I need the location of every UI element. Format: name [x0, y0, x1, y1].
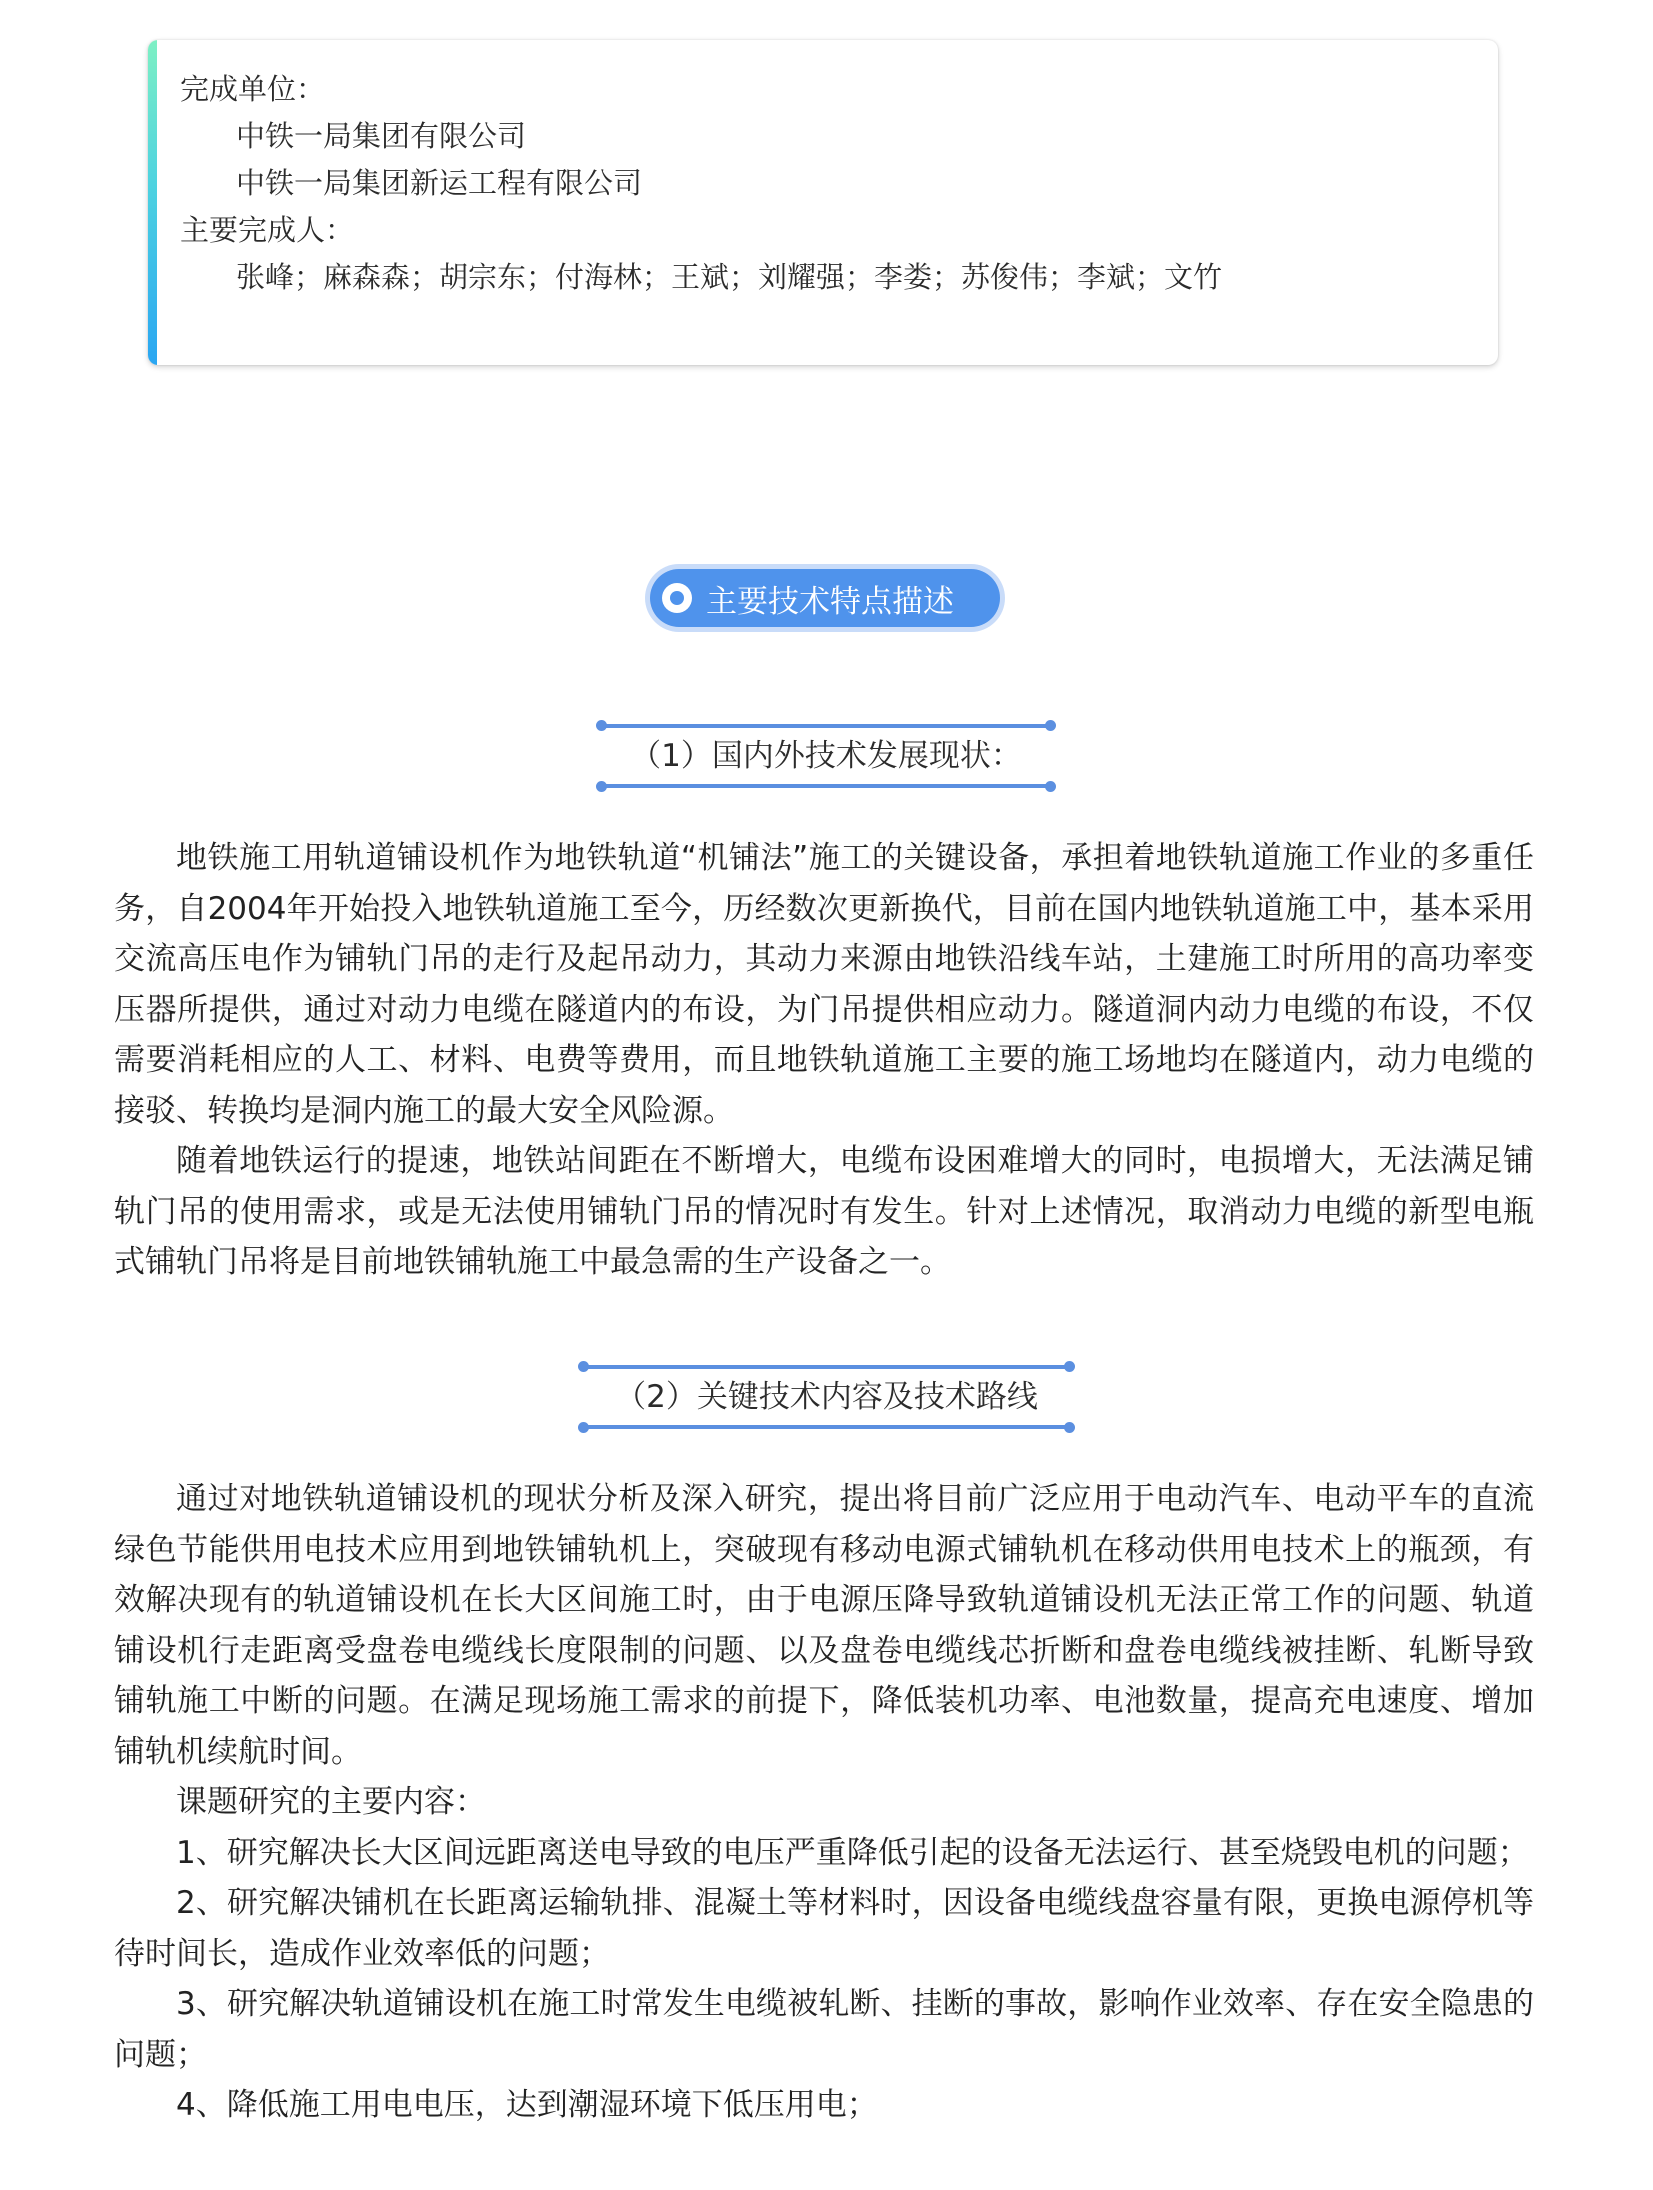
section-banner [650, 569, 1000, 627]
header-rule-top [586, 1365, 1067, 1369]
main-contributors-list: 张峰；麻森森；胡宗东；付海林；王斌；刘耀强；李娄；苏俊伟；李斌；文竹 [236, 260, 1223, 294]
rule-dot [596, 781, 607, 792]
rule-dot [1064, 1422, 1075, 1433]
list-item: 3、研究解决轨道铺设机在施工时常发生电缆被轧断、挂断的事故，影响作业效率、存在安全隐患的问题； [114, 1986, 1534, 2073]
section-banner-title: 主要技术特点描述 [706, 583, 954, 620]
subsection-1-title: （1）国内外技术发展现状： [630, 738, 1022, 774]
subsection-1-header [596, 716, 1056, 796]
rule-dot [1045, 720, 1056, 731]
rule-dot [578, 1422, 589, 1433]
subsection-2-header [578, 1357, 1075, 1437]
paragraph: 通过对地铁轨道铺设机的现状分析及深入研究，提出将目前广泛应用于电动汽车、电动平车的直流绿色节能供用电技术应用到地铁铺轨机上，突破现有移动电源式铺轨机在移动供用电技术上的瓶颈，有效解决现有的轨道铺设机在长大区间施工时，由于电源压降导致轨道铺设机无法正常工作的问题、轨道铺设机行走距离受盘卷电缆线长度限制的问题、以及盘卷电缆线芯折断和盘卷电缆线被挂断、轧断导致铺轨施工中断的问题。在满足现场施工需求的前提下，降低装机功率、电池数量，提高充电速度、增加铺轨机续航时间。 [114, 1481, 1534, 1770]
completion-unit-1: 中铁一局集团有限公司 [236, 119, 527, 153]
header-rule-bottom [604, 784, 1048, 788]
header-rule-bottom [586, 1425, 1067, 1429]
paragraph: 地铁施工用轨道铺设机作为地铁轨道“机铺法”施工的关键设备，承担着地铁轨道施工作业的多重任务，自2004年开始投入地铁轨道施工至今，历经数次更新换代，目前在国内地铁轨道施工中，基本采用交流高压电作为铺轨门吊的走行及起吊动力，其动力来源由地铁沿线车站，土建施工时所用的高功率变压器所提供，通过对动力电缆在隧道内的布设，为门吊提供相应动力。隧道洞内动力电缆的布设，不仅需要消耗相应的人工、材料、电费等费用，而且地铁轨道施工主要的施工场地均在隧道内，动力电缆的接驳、转换均是洞内施工的最大安全风险源。 [114, 840, 1534, 1129]
header-rule-top [604, 724, 1048, 728]
rule-dot [596, 720, 607, 731]
completion-info-card [148, 40, 1498, 365]
rule-dot [1045, 781, 1056, 792]
list-item: 2、研究解决铺机在长距离运输轨排、混凝土等材料时，因设备电缆线盘容量有限，更换电源停机等待时间长，造成作业效率低的问题； [114, 1885, 1534, 1972]
rule-dot [1064, 1361, 1075, 1372]
subsection-1-body [114, 833, 1534, 1288]
list-item: 1、研究解决长大区间远距离送电导致的电压严重降低引起的设备无法运行、甚至烧毁电机的问题； [176, 1834, 1529, 1871]
circle-dot-icon [662, 583, 692, 613]
paragraph: 随着地铁运行的提速，地铁站间距在不断增大，电缆布设困难增大的同时，电损增大，无法满足铺轨门吊的使用需求，或是无法使用铺轨门吊的情况时有发生。针对上述情况，取消动力电缆的新型电瓶式铺轨门吊将是目前地铁铺轨施工中最急需的生产设备之一。 [114, 1143, 1534, 1280]
completion-unit-label: 完成单位： [180, 72, 326, 106]
rule-dot [578, 1361, 589, 1372]
subsection-2-body [114, 1474, 1534, 2131]
main-contributors-label: 主要完成人： [180, 213, 355, 247]
list-item: 4、降低施工用电电压，达到潮湿环境下低压用电； [176, 2087, 878, 2123]
subsection-2-title: （2）关键技术内容及技术路线 [615, 1379, 1038, 1415]
completion-unit-2: 中铁一局集团新运工程有限公司 [236, 166, 643, 200]
paragraph: 课题研究的主要内容： [176, 1784, 486, 1820]
